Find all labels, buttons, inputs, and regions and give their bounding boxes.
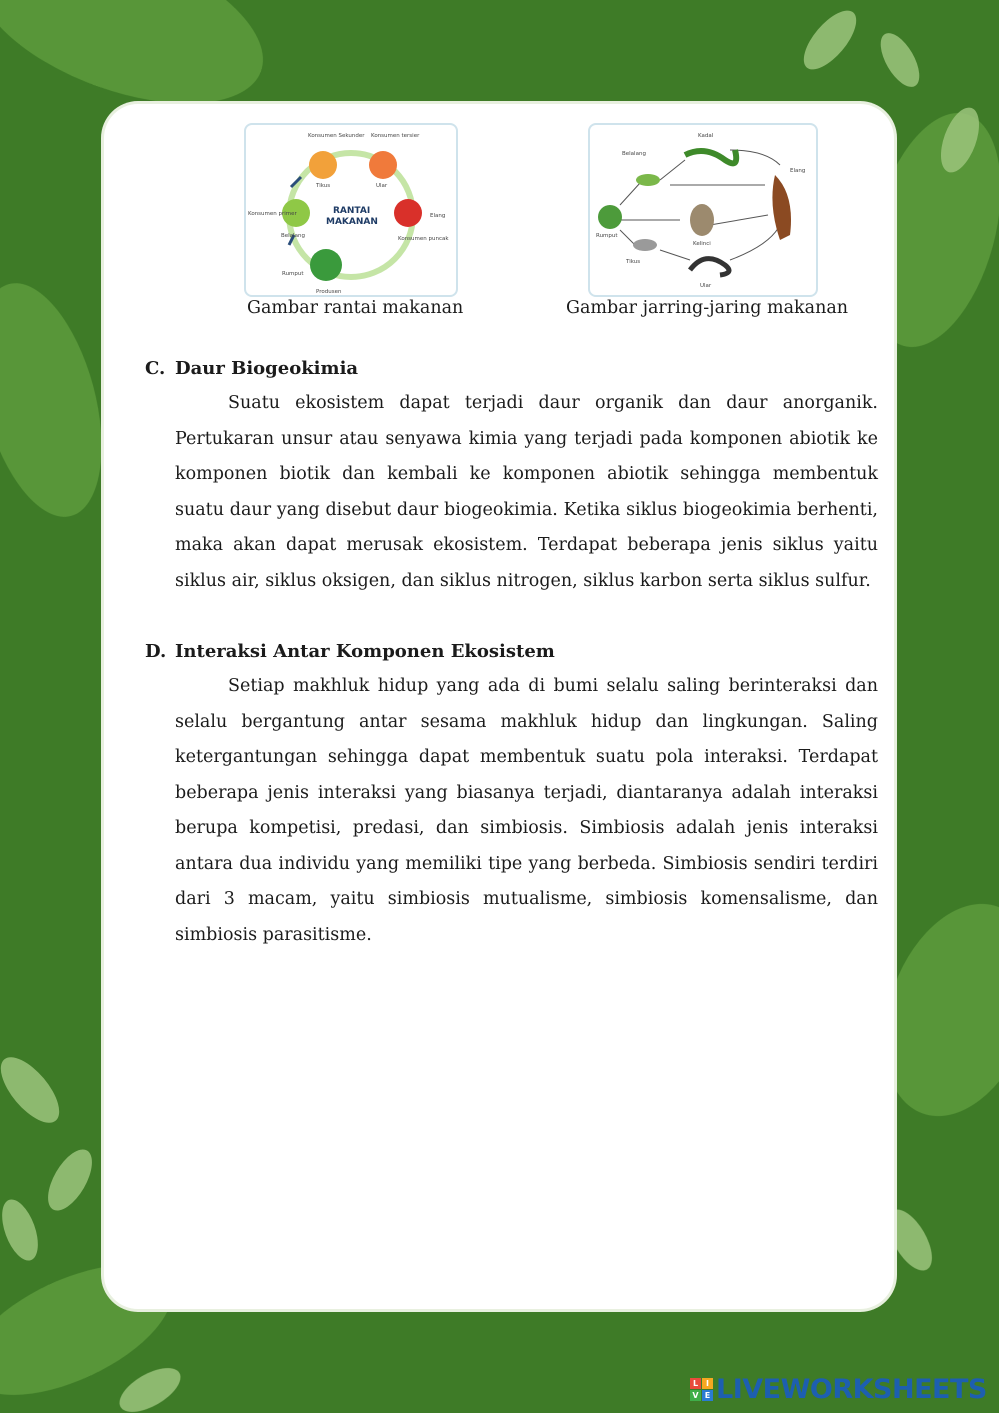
svg-text:MAKANAN: MAKANAN (326, 217, 378, 227)
svg-text:Elang: Elang (430, 213, 446, 219)
svg-text:Belalang: Belalang (281, 233, 305, 239)
food-chain-caption: Gambar rantai makanan (247, 298, 464, 318)
snake-node (690, 259, 729, 275)
snake-node (369, 151, 397, 179)
rat-node (309, 151, 337, 179)
food-web-figure (588, 123, 818, 297)
svg-text:Konsumen tersier: Konsumen tersier (371, 133, 420, 139)
svg-text:Kelinci: Kelinci (693, 241, 711, 247)
grass-node (310, 249, 342, 281)
eagle-node (772, 175, 791, 240)
svg-text:Konsumen Sekunder: Konsumen Sekunder (308, 133, 365, 139)
svg-text:Konsumen puncak: Konsumen puncak (398, 236, 449, 242)
liveworksheets-logo: L I V E (690, 1378, 713, 1401)
section-c (145, 352, 885, 599)
rat-node (633, 239, 657, 251)
food-web-diagram (590, 125, 816, 295)
liveworksheets-watermark (690, 1374, 987, 1404)
section-title: Daur Biogeokimia (175, 358, 359, 379)
svg-text:Belalang: Belalang (622, 151, 646, 157)
section-paragraph: Suatu ekosistem dapat terjadi daur organik dan daur anorganik. Pertukaran unsur atau senyawa kimia yang terjadi pada komponen abiotik ke komponen biotik dan kembali ke komponen abiotik sehingga membentuk suatu daur yang disebut daur biogeokimia. Ketika siklus biogeokimia berhenti, maka akan dapat merusak ekosistem. Terdapat beberapa jenis siklus yaitu siklus air, siklus oksigen, dan siklus nitrogen, siklus karbon serta siklus sulfur. (175, 393, 878, 591)
svg-text:Kadal: Kadal (698, 133, 714, 139)
rabbit-node (690, 204, 714, 236)
section-letter: D. (145, 641, 167, 662)
svg-text:Tikus: Tikus (626, 259, 641, 265)
svg-text:Tikus: Tikus (316, 183, 331, 189)
svg-text:Produsen: Produsen (316, 289, 342, 295)
eagle-node (394, 199, 422, 227)
svg-text:Elang: Elang (790, 168, 806, 174)
section-heading (145, 352, 885, 386)
section-d (145, 635, 885, 953)
food-chain-diagram (246, 125, 456, 295)
svg-text:RANTAI: RANTAI (333, 206, 371, 216)
lizard-node (685, 150, 736, 163)
grass-node (598, 205, 622, 229)
section-title: Interaksi Antar Komponen Ekosistem (175, 641, 555, 662)
svg-text:Rumput: Rumput (282, 271, 304, 277)
svg-text:Ular: Ular (700, 283, 712, 289)
svg-text:Ular: Ular (376, 183, 388, 189)
food-chain-figure (244, 123, 458, 297)
section-heading (145, 635, 885, 669)
grasshopper-node (636, 174, 660, 186)
section-paragraph: Setiap makhluk hidup yang ada di bumi selalu saling berinteraksi dan selalu bergantung antar sesama makhluk hidup dan lingkungan. Saling ketergantungan sehingga dapat membentuk suatu pola interaksi. Terdapat beberapa jenis interaksi yang biasanya terjadi, diantaranya adalah interaksi berupa kompetisi, predasi, dan simbiosis. Simbiosis adalah jenis interaksi antara dua individu yang memiliki tipe yang berbeda. Simbiosis sendiri terdiri dari 3 macam, yaitu simbiosis mutualisme, simbiosis komensalisme, dan simbiosis parasitisme. (175, 676, 878, 945)
food-web-caption: Gambar jarring-jaring makanan (566, 298, 849, 318)
section-letter: C. (145, 358, 166, 379)
watermark-text: LIVEWORKSHEETS (716, 1373, 987, 1405)
svg-text:Rumput: Rumput (596, 233, 618, 239)
svg-text:Konsumen primer: Konsumen primer (248, 211, 297, 217)
